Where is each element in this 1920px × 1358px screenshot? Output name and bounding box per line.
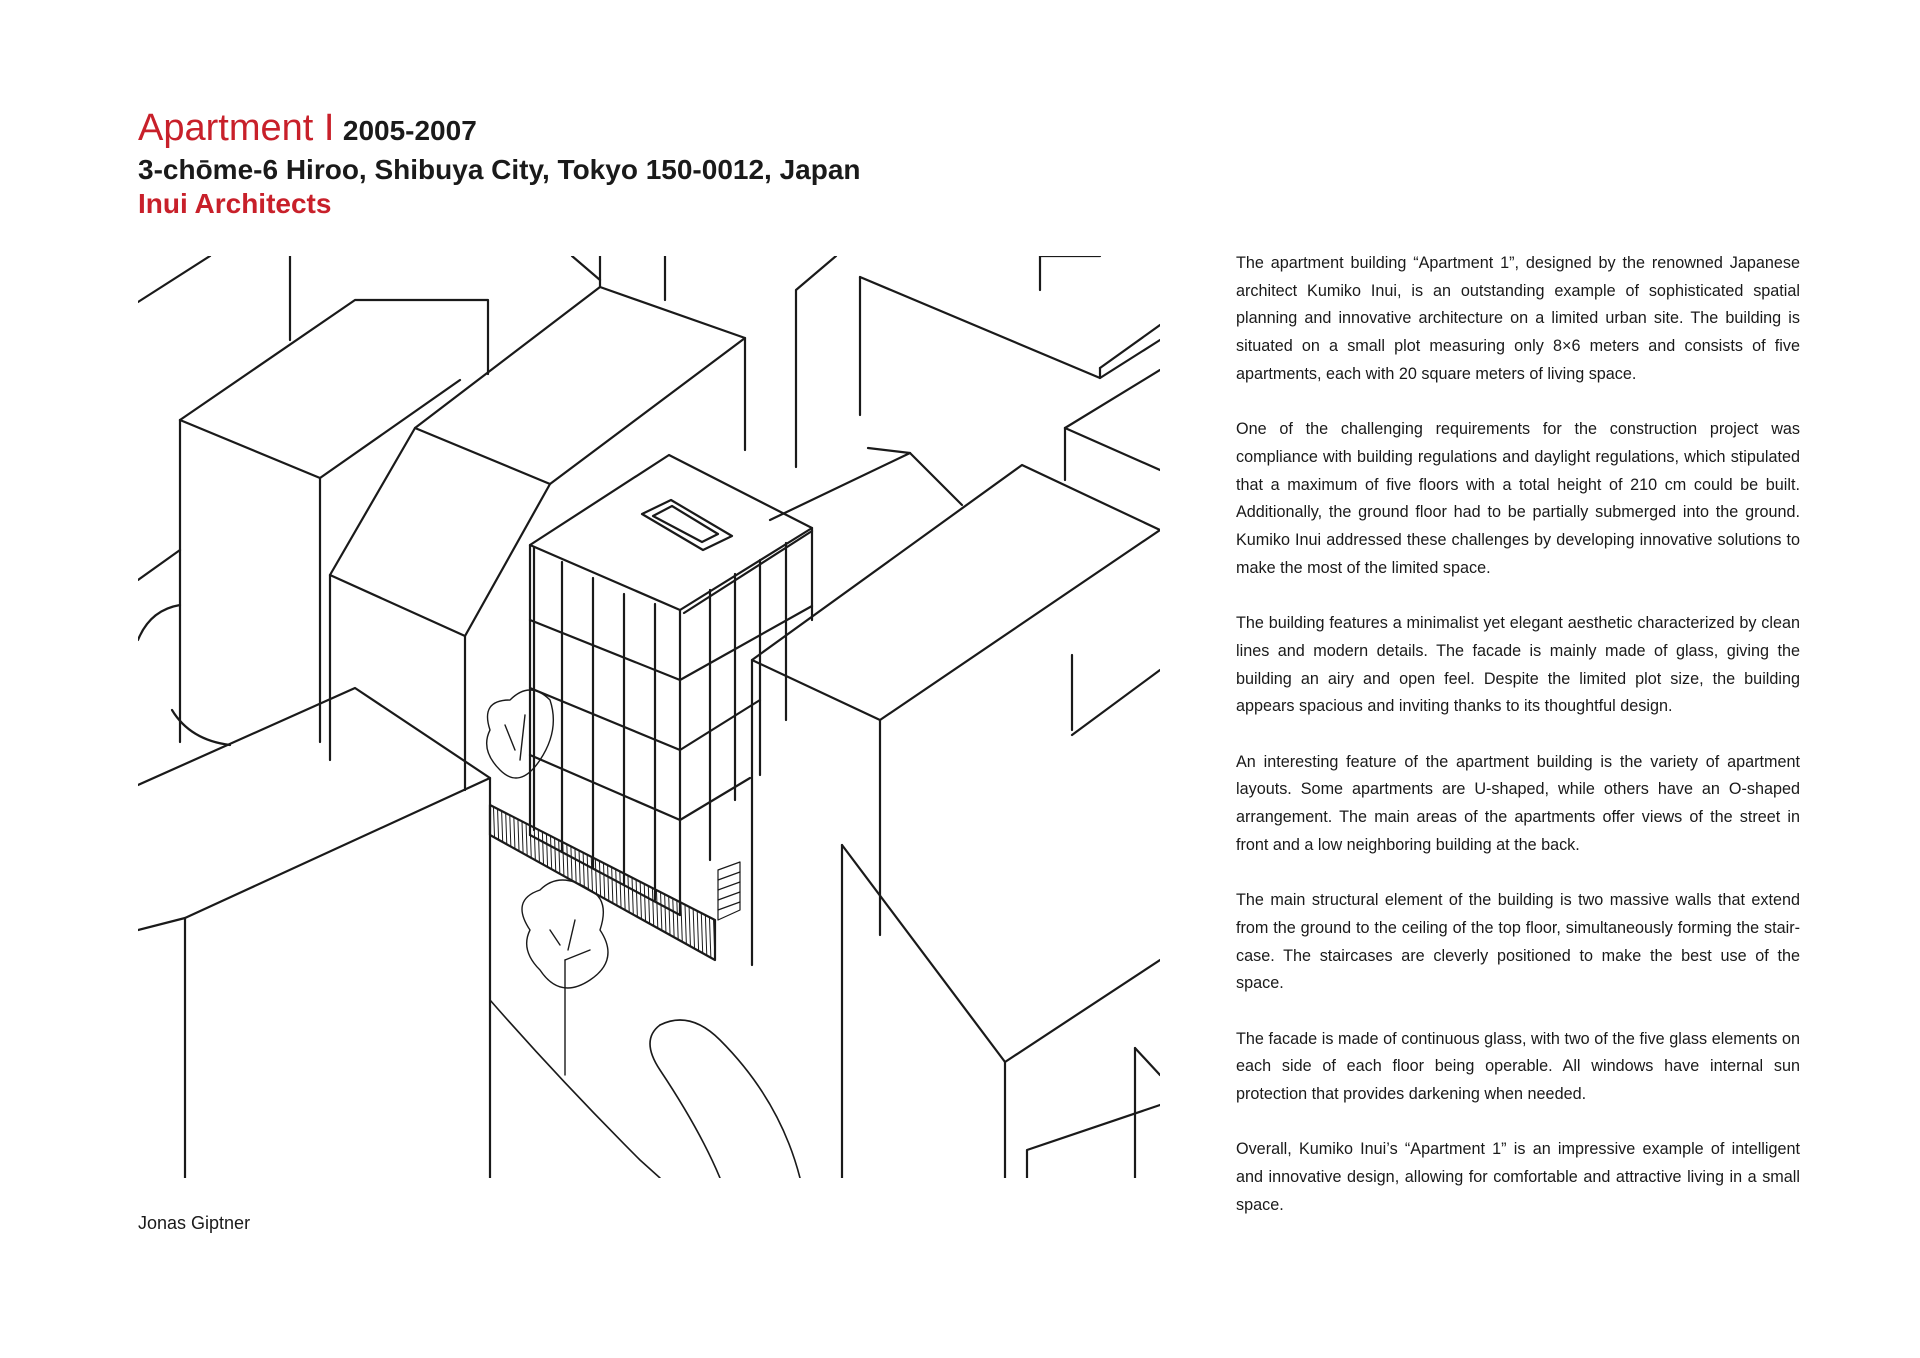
building-front-right — [842, 845, 1160, 1178]
author-name: Jonas Giptner — [138, 1213, 251, 1233]
building-center-left — [330, 256, 745, 790]
architect-name: Inui Architects — [138, 187, 332, 219]
paragraph: The building features a minimalist yet elegant aesthetic characterized by clean lines and modern details. The facade is mainly made of glass, giving the building an airy and open feel. Despite the limited plot size, the building appears spacious and inviting thanks to its thoughtful design. — [1236, 614, 1800, 716]
tree-icon — [522, 880, 608, 1075]
paragraph: Overall, Kumiko Inui’s “Apartment 1” is an impressive example of intelligent and innovative design, allowing for comfortable and attractive living in a small space. — [1236, 1140, 1800, 1214]
title-line — [138, 106, 861, 152]
building-front-left — [138, 688, 490, 1178]
exterior-stair — [718, 862, 740, 920]
tree-icon — [487, 690, 554, 778]
axonometric-drawing-svg — [138, 256, 1160, 1178]
building-left-low — [138, 550, 230, 745]
building-top-right — [1040, 256, 1160, 480]
title-block — [138, 106, 861, 220]
project-title: Apartment I — [138, 107, 335, 149]
axonometric-drawing — [138, 256, 1160, 1178]
building-neighbor — [770, 448, 962, 520]
paragraph: The main structural element of the building is two massive walls that extend from the ground to the ceiling of the top floor, simultaneously forming the staircase. The staircases are cleverly positioned to make the best use of the space. — [1236, 891, 1800, 993]
body-text — [1236, 250, 1800, 1247]
project-years: 2005-2007 — [342, 115, 477, 146]
paragraph: The facade is made of continuous glass, with two of the five glass elements on each side of each floor being operable. All windows have internal sun protection that provides darkening when needed. — [1236, 1029, 1800, 1104]
building-top-center — [665, 256, 1160, 467]
paragraph: An interesting feature of the apartment building is the variety of apartment layouts. Some apartments are U-shaped, while others have an O-shaped arrangement. The main areas of the apartments offer views of the street in front and a low neighboring building at the back. — [1236, 752, 1800, 854]
project-address: 3-chōme-6 Hiroo, Shibuya City, Tokyo 150-0012, Japan — [138, 153, 861, 185]
street — [490, 1000, 800, 1178]
paragraph: The apartment building “Apartment 1”, designed by the renowned Japanese architect Kumiko Inui, is an outstanding example of sophisticated spatial planning and innovative architecture on a limited urban site. The building is situated on a small plot measuring only 8×6 meters and consists of five apartments, each with 20 square meters of living space. — [1236, 254, 1800, 383]
paragraph: One of the challenging requirements for the construction project was compliance with building regulations and daylight regulations, which stipulated that a maximum of five floors with a total height of 210 cm could be built. Additionally, the ground floor had to be partially submerged into the ground. Kumiko Inui addressed these challenges by developing innovative solutions to make the most of the limited space. — [1236, 420, 1800, 577]
street-fence — [490, 805, 715, 960]
building-top-left — [138, 256, 488, 742]
building-right-front — [752, 465, 1160, 965]
